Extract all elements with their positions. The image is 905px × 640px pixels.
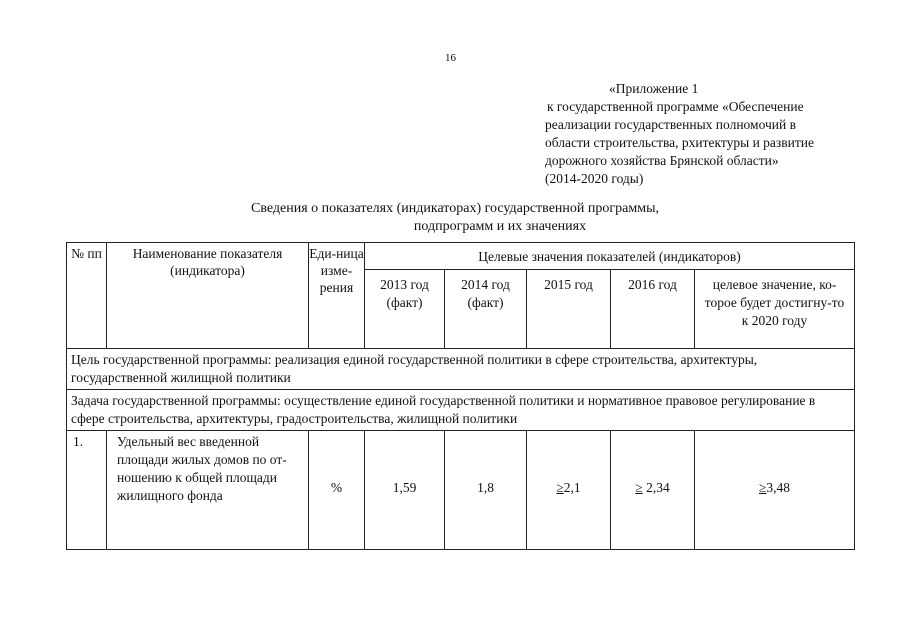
row-value-2014: 1,8 <box>445 431 527 550</box>
page-number: 16 <box>445 52 456 64</box>
row-value-2015 <box>527 431 611 550</box>
row-num: 1. <box>67 431 107 550</box>
appendix-line: дорожного хозяйства Брянской области» <box>545 153 779 168</box>
appendix-line: области строительства, рхитектуры и развитие <box>545 135 814 150</box>
ge-sign: ≥ <box>635 480 643 495</box>
table-title <box>60 200 850 236</box>
table-row <box>67 431 855 550</box>
value-text: 2,1 <box>563 480 581 495</box>
row-value-2020 <box>695 431 855 550</box>
header-2013: 2013 год (факт) <box>365 270 445 349</box>
header-name: Наименование показателя (индикатора) <box>107 243 309 349</box>
header-num: № пп <box>67 243 107 349</box>
appendix-line: реализации государственных полномочий в <box>545 117 796 132</box>
header-targets: Целевые значения показателей (индикаторов) <box>365 243 855 270</box>
appendix-note <box>545 80 875 188</box>
appendix-line: «Приложение 1 <box>609 81 699 96</box>
appendix-line: к государственной программе «Обеспечение <box>547 99 804 114</box>
row-indicator-name: Удельный вес введенной площади жилых домов по от-ношению к общей площади жилищного фонда <box>107 431 309 550</box>
ge-sign: ≥ <box>759 480 767 495</box>
appendix-line: (2014-2020 годы) <box>545 171 644 186</box>
value-text: 3,48 <box>766 480 791 495</box>
row-value-2016 <box>611 431 695 550</box>
header-2014: 2014 год (факт) <box>445 270 527 349</box>
row-value-2013: 1,59 <box>365 431 445 550</box>
header-unit: Еди-ница изме-рения <box>309 243 365 349</box>
goal-row: Цель государственной программы: реализация единой государственной политики в сфере строительства, архитектуры, государственной жилищной политики <box>67 349 855 390</box>
ge-sign: ≥ <box>556 480 564 495</box>
table-title-line: подпрограмм и их значениях <box>413 219 587 234</box>
table-title-line: Сведения о показателях (индикаторах) государственной программы, <box>251 201 659 216</box>
indicators-table <box>66 242 855 550</box>
header-2020-target: целевое значение, ко-торое будет достигну-то к 2020 году <box>695 270 855 349</box>
header-2016: 2016 год <box>611 270 695 349</box>
task-row: Задача государственной программы: осуществление единой государственной политики и нормативное правовое регулирование в сфере строительства, архитектуры, градостроительства, жилищной политики <box>67 390 855 431</box>
row-unit: % <box>309 431 365 550</box>
header-2015: 2015 год <box>527 270 611 349</box>
value-text: 2,34 <box>642 480 670 495</box>
